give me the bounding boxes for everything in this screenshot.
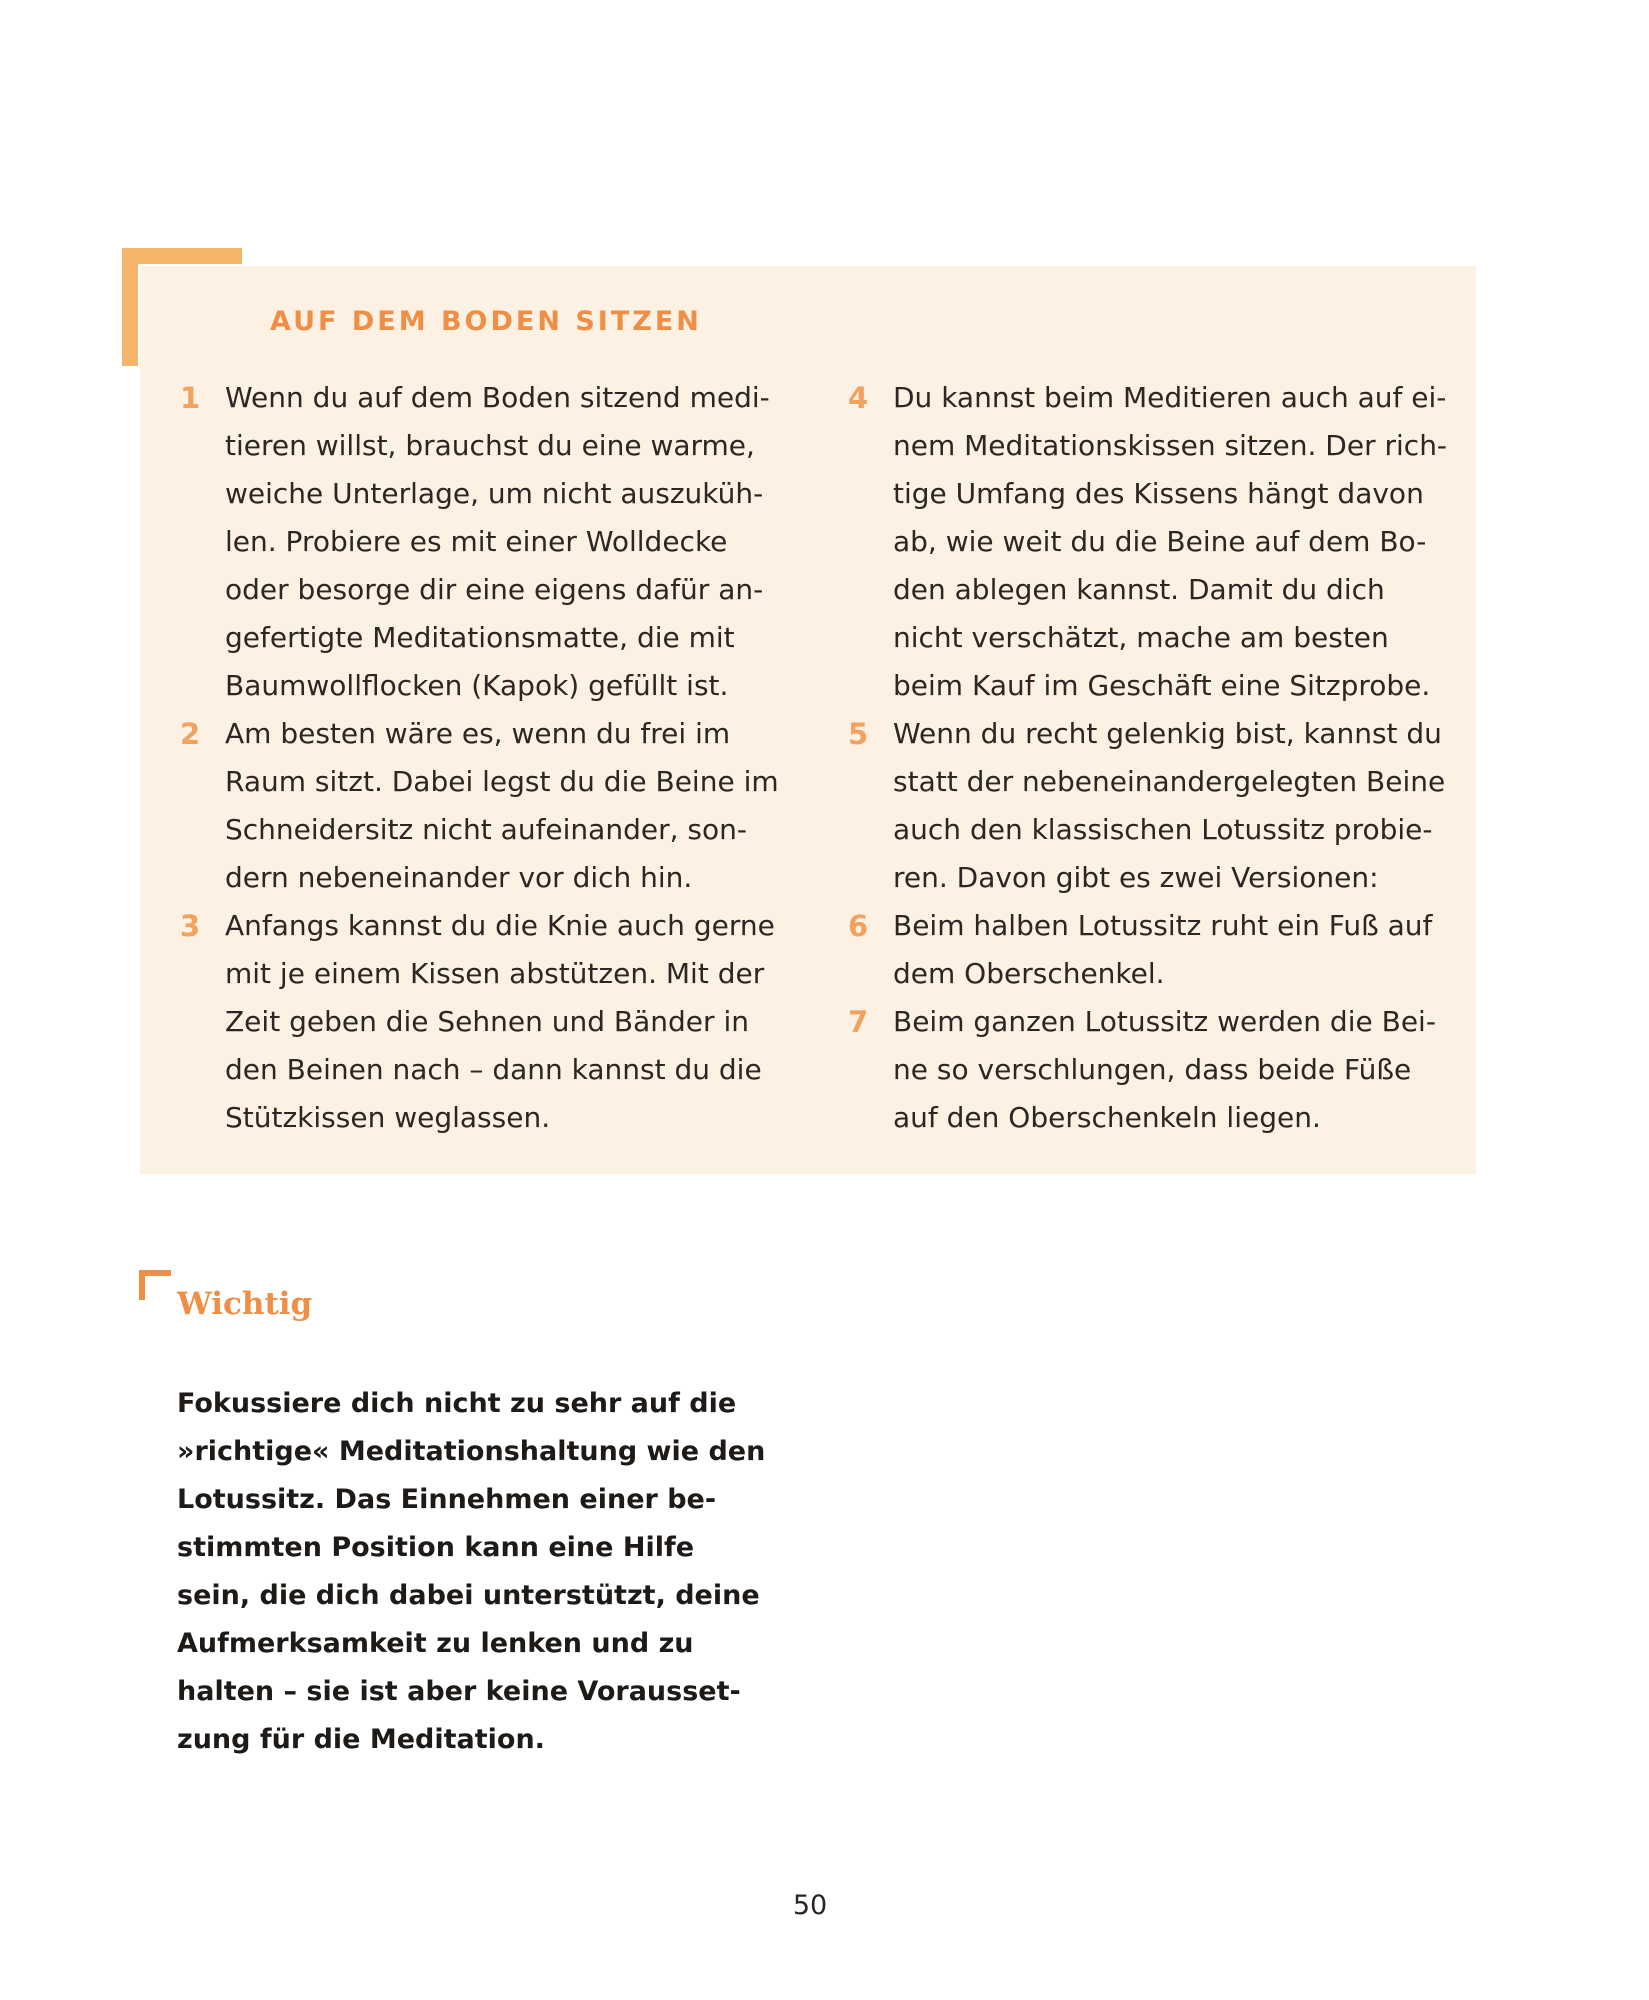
step-item [848, 902, 1448, 998]
step-text-line: den Beinen nach – dann kannst du die [225, 1053, 762, 1086]
wichtig-text-line: zung für die Meditation. [177, 1724, 545, 1755]
step-text-line: tige Umfang des Kissens hängt davon [893, 477, 1424, 510]
wichtig-title: Wichtig [177, 1286, 313, 1322]
step-number: 6 [848, 909, 869, 943]
step-text-line: nem Meditationskissen sitzen. Der rich- [893, 429, 1448, 462]
wichtig-text-line: »richtige« Meditationshaltung wie den [177, 1436, 766, 1467]
step-item [180, 374, 780, 710]
step-text-line: beim Kauf im Geschäft eine Sitzprobe. [893, 669, 1431, 702]
wichtig-text [177, 1380, 765, 1764]
step-text-line: auf den Oberschenkeln liegen. [893, 1101, 1321, 1134]
step-text-line: statt der nebeneinandergelegten Beine [893, 765, 1446, 798]
step-text-line: len. Probiere es mit einer Wolldecke [225, 525, 728, 558]
steps-list-left [180, 374, 780, 1142]
step-text-line: auch den klassischen Lotussitz probie- [893, 813, 1433, 846]
step-text-line: Baumwollflocken (Kapok) gefüllt ist. [225, 669, 729, 702]
step-text-line: Beim ganzen Lotussitz werden die Bei- [893, 1005, 1436, 1038]
step-text-line: Stützkissen weglassen. [225, 1101, 551, 1134]
wichtig-text-line: stimmten Position kann eine Hilfe [177, 1532, 695, 1563]
step-text-line: Raum sitzt. Dabei legst du die Beine im [225, 765, 779, 798]
step-text-line: oder besorge dir eine eigens dafür an- [225, 573, 764, 606]
step-text-line: Anfangs kannst du die Knie auch gerne [225, 909, 775, 942]
step-text-line: Beim halben Lotussitz ruht ein Fuß auf [893, 909, 1433, 942]
step-number: 2 [180, 717, 201, 751]
step-number: 4 [848, 381, 869, 415]
step-item [848, 710, 1448, 902]
wichtig-text-line: Fokussiere dich nicht zu sehr auf die [177, 1388, 737, 1419]
step-item [848, 998, 1448, 1142]
steps-list-right [848, 374, 1448, 1142]
step-number: 1 [180, 381, 201, 415]
step-text-line: mit je einem Kissen abstützen. Mit der [225, 957, 765, 990]
step-number: 3 [180, 909, 201, 943]
step-item [180, 902, 780, 1142]
step-text-line: Wenn du recht gelenkig bist, kannst du [893, 717, 1442, 750]
step-text-line: dem Oberschenkel. [893, 957, 1165, 990]
step-text-line: Du kannst beim Meditieren auch auf ei- [893, 381, 1447, 414]
step-text-line: Zeit geben die Sehnen und Bänder in [225, 1005, 749, 1038]
step-text-line: ne so verschlungen, dass beide Füße [893, 1053, 1412, 1086]
step-text-line: nicht verschätzt, mache am besten [893, 621, 1389, 654]
step-text-line: Wenn du auf dem Boden sitzend medi- [225, 381, 770, 414]
step-text-line: Schneidersitz nicht aufeinander, son- [225, 813, 747, 846]
wichtig-text-line: halten – sie ist aber keine Vorausset- [177, 1676, 741, 1707]
wichtig-text-line: Lotussitz. Das Einnehmen einer be- [177, 1484, 717, 1515]
step-text-line: ab, wie weit du die Beine auf dem Bo- [893, 525, 1427, 558]
step-text-line: gefertigte Meditationsmatte, die mit [225, 621, 735, 654]
corner-bracket-decoration [122, 248, 242, 366]
step-number: 5 [848, 717, 869, 751]
wichtig-text-line: sein, die dich dabei unterstützt, deine [177, 1580, 760, 1611]
step-text-line: Am besten wäre es, wenn du frei im [225, 717, 731, 750]
step-number: 7 [848, 1005, 869, 1039]
step-text-line: weiche Unterlage, um nicht auszuküh- [225, 477, 764, 510]
step-item [180, 710, 780, 902]
box-title: AUF DEM BODEN SITZEN [270, 306, 702, 337]
wichtig-text-line: Aufmerksamkeit zu lenken und zu [177, 1628, 694, 1659]
step-text-line: ren. Davon gibt es zwei Versionen: [893, 861, 1379, 894]
page-number: 50 [792, 1890, 828, 1921]
wichtig-corner-bracket [139, 1270, 171, 1300]
step-item [848, 374, 1448, 710]
step-text-line: tieren willst, brauchst du eine warme, [225, 429, 755, 462]
step-text-line: dern nebeneinander vor dich hin. [225, 861, 693, 894]
step-text-line: den ablegen kannst. Damit du dich [893, 573, 1385, 606]
